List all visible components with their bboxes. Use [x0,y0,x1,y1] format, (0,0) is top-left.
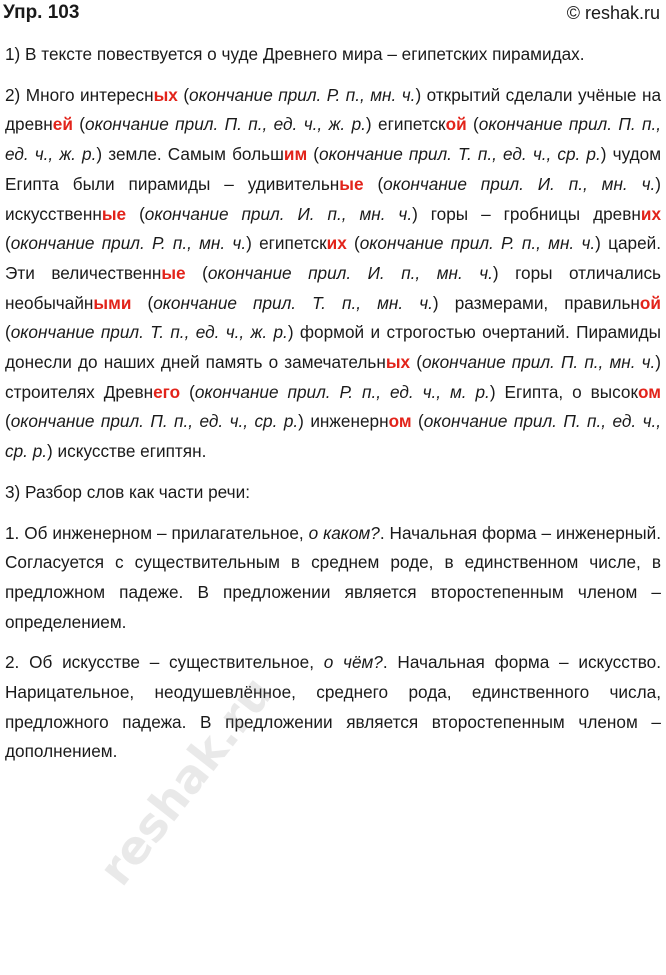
ending-note: окончание прил. Р. п., мн. ч. [189,84,416,105]
text-segment: ) египетск [246,233,327,254]
text-segment: ( [307,144,320,165]
page-header [0,0,666,30]
text-segment: ) искусственн [5,173,662,224]
answer-content [5,40,661,767]
ending-highlight: ом [638,381,662,402]
site-credit[interactable]: © reshak.ru [566,3,660,23]
watermark-logo: reshak.ru [88,666,284,896]
ending-highlight: ой [639,292,661,313]
paragraph-3: 3) Разбор слов как части речи: [5,481,251,502]
text-segment: . Начальная форма – искусство. Нарицательное, неодушевлённое, среднего рода, единственного числа, предложного падежа. В предложении является второстепенным членом – дополнением. [5,652,661,762]
question-note: о каком? [308,522,380,543]
text-segment: ) горы отличались необычайн [5,262,661,313]
exercise-title: Упр. 103 [3,2,80,23]
text-segment: 2) Много интересн [5,84,154,105]
ending-highlight: его [153,381,181,402]
ending-highlight: ых [153,84,178,105]
ending-note: окончание прил. И. п., мн. ч. [207,262,493,283]
ending-highlight: ом [388,411,412,432]
text-segment: ) открытий сделали учёные на древн [5,84,662,135]
ending-highlight: их [326,233,347,254]
ending-note: окончание прил. Р. п., мн. ч. [359,233,596,254]
text-segment: ( [177,84,190,105]
text-segment: ) Египта, о высок [489,381,639,402]
text-segment: ) египетск [365,114,446,135]
ending-note: окончание прил. П. п., ед. ч., ср. р. [10,411,299,432]
text-segment: ( [72,114,86,135]
text-segment: . Начальная форма – инженерный. Согласуется с существительным в среднем роде, в единственном числе, в предложном падеже. В предложении является второстепенным членом – определением. [5,522,661,632]
ending-highlight: ыми [93,292,132,313]
ending-highlight: ей [52,114,73,135]
ending-highlight: ые [339,173,364,194]
text-segment: 2. Об искусстве – существительное, [5,652,324,673]
ending-note: окончание прил. П. п., ед. ч., ср. р. [5,411,662,462]
paragraph-4 [5,519,661,638]
ending-note: окончание прил. П. п., ед. ч., ж. р. [5,114,662,165]
question-note: о чём? [323,652,383,673]
text-segment: ( [5,411,11,432]
ending-note: окончание прил. Т. п., ед. ч., ср. р. [319,144,601,165]
text-segment: ( [346,233,360,254]
text-segment: ( [411,411,424,432]
ending-note: окончание прил. Т. п., мн. ч. [153,292,433,313]
text-segment: ) формой и строгостью очертаний. Пирамиды донесли до наших дней память о замечательн [5,322,662,373]
ending-note: окончание прил. И. п., мн. ч. [383,173,656,194]
text-segment: ) царей. Эти величественн [5,233,662,283]
ending-highlight: ые [101,203,127,224]
text-segment: ( [180,381,195,402]
text-segment: ) земле. Самым больш [96,144,284,165]
paragraph-5 [5,648,661,767]
ending-note: окончание прил. Р. п., мн. ч. [10,233,247,254]
ending-note: окончание прил. И. п., мн. ч. [144,203,413,224]
text-segment: ( [5,322,11,343]
text-segment: ) искусстве египтян. [47,441,207,462]
ending-note: окончание прил. П. п., ед. ч., ж. р. [85,114,366,135]
ending-highlight: их [640,203,661,224]
ending-highlight: ые [161,262,186,283]
text-segment: ( [410,352,422,373]
text-segment: ) инженерн [298,411,389,432]
text-segment: ) строителях Древн [5,352,661,402]
text-segment: ) чудом Египта были пирамиды – удивительн [5,144,662,194]
text-segment: ( [185,262,208,283]
text-segment: ( [126,203,145,224]
ending-highlight: ой [445,114,467,135]
ending-highlight: им [283,144,308,165]
text-segment: 1. Об инженерном – прилагательное, [5,522,309,543]
text-segment: ( [131,292,154,313]
paragraph-1: 1) В тексте повествуется о чуде Древнего мира – египетских пирамидах. [5,44,585,64]
ending-note: окончание прил. Т. п., ед. ч., ж. р. [10,322,288,343]
ending-note: окончание прил. Р. п., ед. ч., м. р. [194,381,490,402]
ending-note: окончание прил. П. п., мн. ч. [421,352,656,373]
text-segment: ( [5,233,11,254]
ending-highlight: ых [385,352,411,373]
text-segment: ) горы – гробницы древн [412,203,641,224]
paragraph-2 [5,81,661,467]
text-segment: ) размерами, правильн [432,292,640,313]
text-segment: ( [363,173,384,194]
text-segment: ( [466,114,479,135]
